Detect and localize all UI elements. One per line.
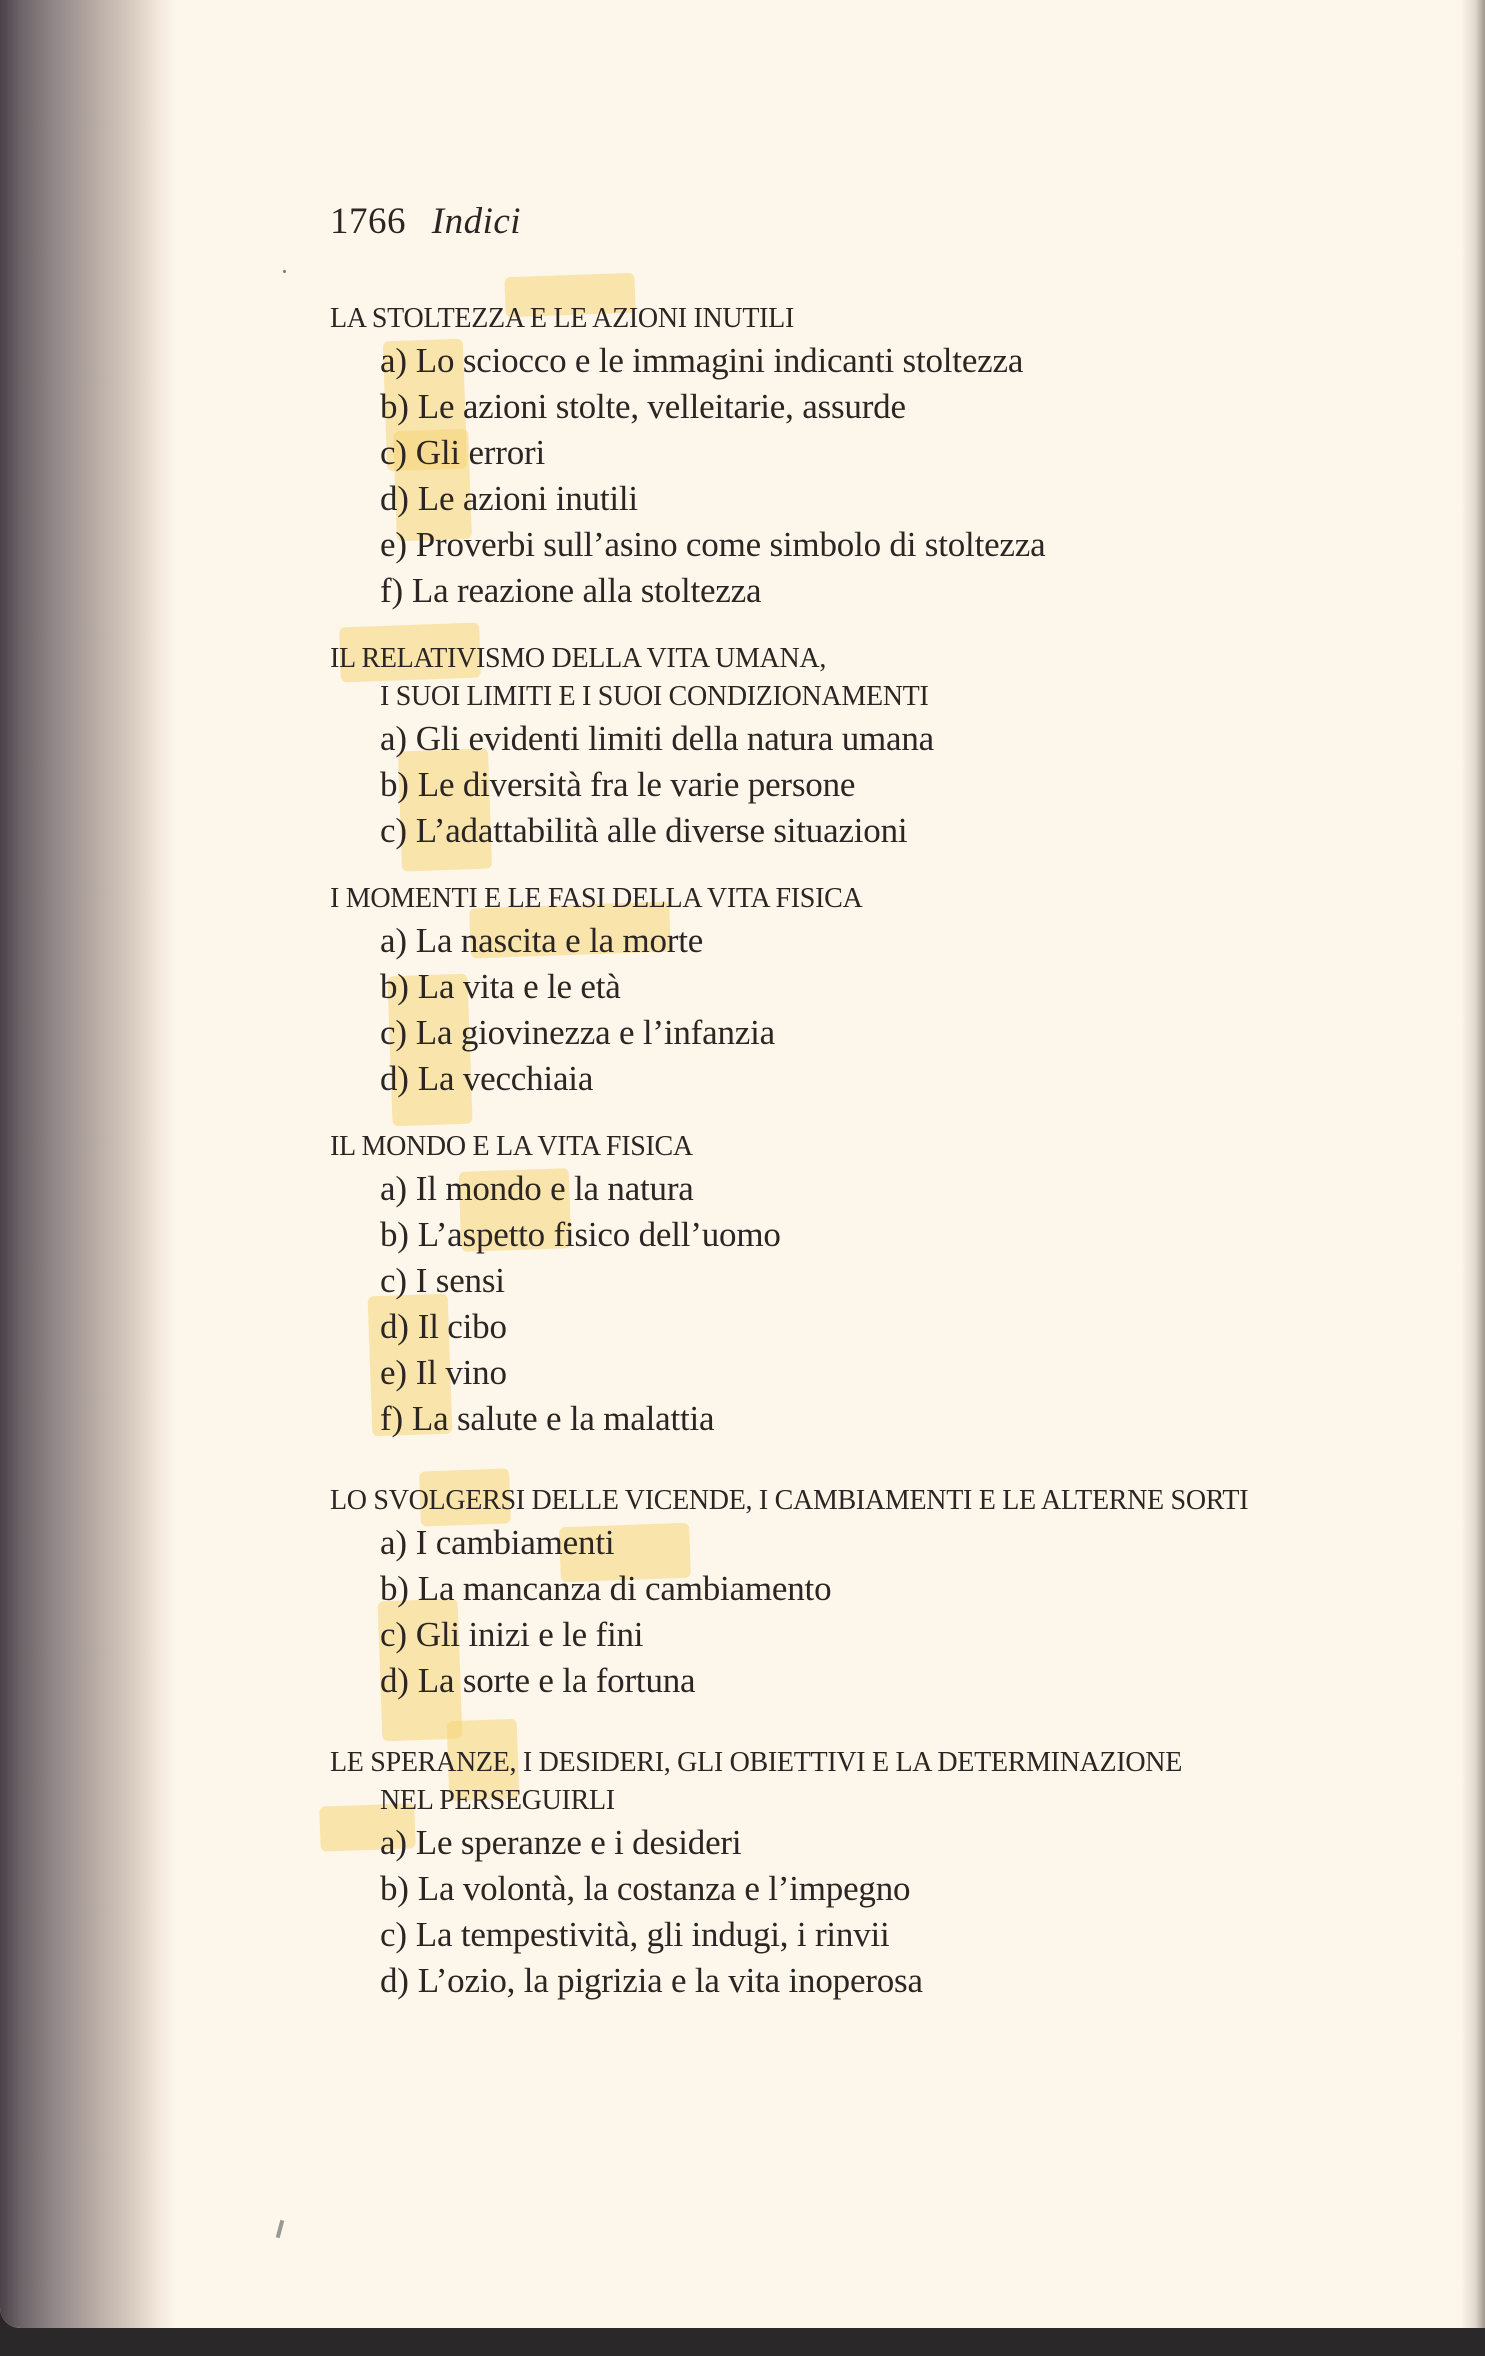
subentry: e) Proverbi sull’asino come simbolo di stoltezza (380, 525, 1046, 564)
subentry: b) La vita e le età (380, 967, 621, 1006)
group-title: LE SPERANZE, I DESIDERI, GLI OBIETTIVI E LA DETERMINAZIONE NEL PERSEGUIRLI (330, 1747, 1183, 1816)
subentry: a) Il mondo e la natura (380, 1169, 694, 1208)
group-title: IL MONDO E LA VITA FISICA (330, 1131, 693, 1162)
subentry-list (330, 1166, 1430, 1442)
subentry: b) Le azioni stolte, velleitarie, assurde (380, 387, 906, 426)
subentry: d) L’ozio, la pigrizia e la vita inoperosa (380, 1961, 923, 2000)
subentry: d) Le azioni inutili (380, 479, 638, 518)
index-group (330, 1744, 1430, 2004)
subentry: f) La salute e la malattia (380, 1399, 715, 1438)
paper-speck (276, 2220, 285, 2238)
subentry: d) La sorte e la fortuna (380, 1661, 696, 1700)
group-title: LA STOLTEZZA E LE AZIONI INUTILI (330, 303, 794, 334)
subentry: d) La vecchiaia (380, 1059, 594, 1098)
subentry: c) La giovinezza e l’infanzia (380, 1013, 775, 1052)
subentry: a) Gli evidenti limiti della natura umana (380, 719, 935, 758)
subentry: c) I sensi (380, 1261, 505, 1300)
group-title: I MOMENTI E LE FASI DELLA VITA FISICA (330, 883, 863, 914)
spine-shadow (0, 0, 175, 2328)
group-title: LO SVOLGERSI DELLE VICENDE, I CAMBIAMENTI E LE ALTERNE SORTI (330, 1485, 1249, 1516)
subentry: a) I cambiamenti (380, 1523, 615, 1562)
subentry: c) L’adattabilità alle diverse situazioni (380, 811, 908, 850)
subentry: b) La volontà, la costanza e l’impegno (380, 1869, 911, 1908)
subentry: f) La reazione alla stoltezza (380, 571, 762, 610)
section-name: Indici (431, 201, 522, 242)
subentry-list (330, 716, 1430, 854)
page-edge-shadow (1461, 0, 1485, 2328)
subentry: d) Il cibo (380, 1307, 507, 1346)
subentry: c) La tempestività, gli indugi, i rinvii (380, 1915, 890, 1954)
scanner-background (0, 2325, 1485, 2356)
subentry-list (330, 1820, 1430, 2004)
subentry: a) Lo sciocco e le immagini indicanti stoltezza (380, 341, 1024, 380)
subentry: a) Le speranze e i desideri (380, 1823, 742, 1862)
subentry: e) Il vino (380, 1353, 507, 1392)
index-group (330, 880, 1430, 1102)
subentry-list (330, 918, 1430, 1102)
index-group (330, 1128, 1430, 1442)
subentry: b) La mancanza di cambiamento (380, 1569, 832, 1608)
subentry: b) Le diversità fra le varie persone (380, 765, 856, 804)
page-number: 1766 (330, 201, 406, 242)
subentry-list (330, 338, 1430, 614)
index-group (330, 1482, 1430, 1704)
subentry: c) Gli inizi e le fini (380, 1615, 644, 1654)
index-group (330, 300, 1430, 614)
subentry: a) La nascita e la morte (380, 921, 704, 960)
group-title: IL RELATIVISMO DELLA VITA UMANA, I SUOI LIMITI E I SUOI CONDIZIONAMENTI (330, 643, 929, 712)
subentry: b) L’aspetto fisico dell’uomo (380, 1215, 781, 1254)
index-group (330, 640, 1430, 854)
subentry: c) Gli errori (380, 433, 545, 472)
paper-speck (283, 270, 286, 273)
index-content (330, 300, 1430, 2030)
running-header (330, 200, 521, 243)
subentry-list (330, 1520, 1430, 1704)
